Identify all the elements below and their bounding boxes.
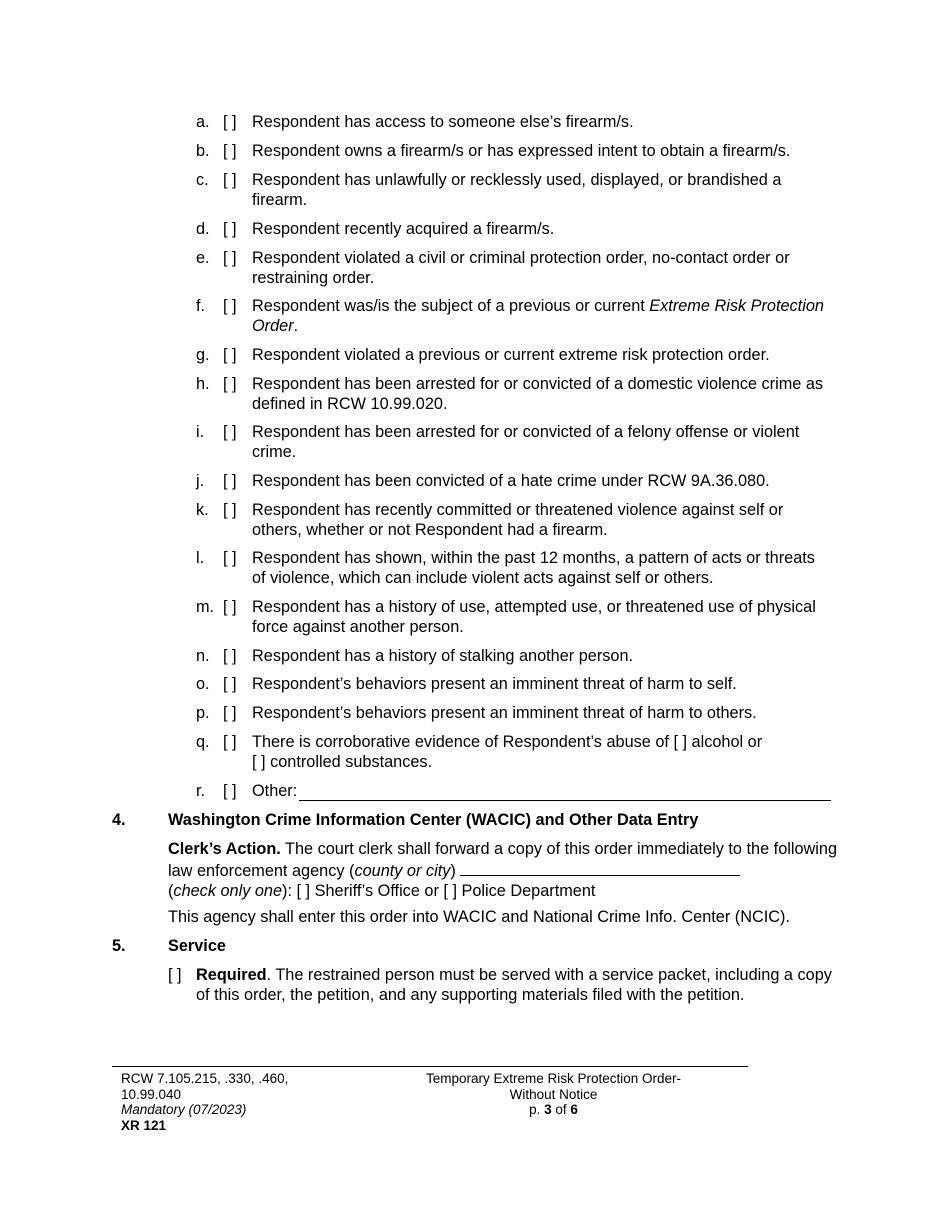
agency-input[interactable] xyxy=(460,859,740,876)
item-letter: b. xyxy=(196,142,210,160)
item-text: Respondent violated a previous or current extreme risk protection order. xyxy=(252,346,770,364)
item-text: Respondent has been convicted of a hate crime under RCW 9A.36.080. xyxy=(252,472,770,490)
checkbox[interactable]: [ ] xyxy=(223,375,237,393)
other-input[interactable] xyxy=(299,781,831,801)
item-text: Respondent has access to someone else’s firearm/s. xyxy=(252,113,634,131)
item-letter: h. xyxy=(196,375,210,393)
item-text-line1: There is corroborative evidence of Respondent’s abuse of [ ] alcohol or xyxy=(252,733,763,751)
checkbox[interactable]: [ ] xyxy=(223,549,237,567)
section-title: Service xyxy=(168,937,226,955)
form-title: Temporary Extreme Risk Protection Order- xyxy=(425,1071,682,1086)
checkbox[interactable]: [ ] xyxy=(223,423,237,441)
form-title: Without Notice xyxy=(509,1086,598,1102)
service-text: Required. The restrained person must be served with a service packet, including a copy of this order, the petition, and any supporting materials filed with the petition. xyxy=(196,966,832,1004)
item-text: Respondent’s behaviors present an imminent threat of harm to self. xyxy=(252,675,737,693)
form-id: XR 121 xyxy=(121,1117,167,1133)
checkbox[interactable]: [ ] xyxy=(223,249,237,267)
item-text: Respondent has been arrested for or convicted of a domestic violence crime as defined in RCW 10.99.020. xyxy=(252,375,824,413)
item-text: Respondent has a history of use, attempted use, or threatened use of physical force against another person. xyxy=(252,598,816,636)
section-number: 4. xyxy=(112,811,126,829)
item-text: Respondent has a history of stalking another person. xyxy=(252,647,634,665)
checkbox[interactable]: [ ] xyxy=(223,598,237,616)
agency-paragraph: This agency shall enter this order into WACIC and National Crime Info. Center (NCIC). xyxy=(168,908,790,926)
item-letter: c. xyxy=(196,171,209,189)
item-letter: p. xyxy=(196,704,210,722)
item-letter: n. xyxy=(196,647,210,665)
footer-divider xyxy=(112,1066,748,1067)
item-letter: j. xyxy=(196,472,205,490)
footer-left xyxy=(121,1071,288,1133)
item-letter: k. xyxy=(196,501,209,519)
item-letter: f. xyxy=(196,297,206,315)
item-letter: r. xyxy=(196,782,206,800)
item-letter: q. xyxy=(196,733,210,751)
item-text: Respondent has unlawfully or recklessly used, displayed, or brandished a firearm. xyxy=(252,171,782,209)
checkbox[interactable]: [ ] xyxy=(223,647,237,665)
item-letter: o. xyxy=(196,675,210,693)
checkbox[interactable]: [ ] xyxy=(223,142,237,160)
clerk-action-label: Clerk’s Action. xyxy=(168,840,281,858)
item-text: Other: xyxy=(252,782,298,800)
item-letter: l. xyxy=(196,549,205,567)
clerk-action-paragraph: Clerk’s Action. The court clerk shall forward a copy of this order immediately to the following law enforcement agency (county or city) (check only one): [ ] Sheriff’s Office or [ ] Police Department xyxy=(168,840,838,900)
rcw-line: RCW 7.105.215, .330, .460, xyxy=(121,1071,289,1086)
item-text: Respondent owns a firearm/s or has expressed intent to obtain a firearm/s. xyxy=(252,142,791,160)
item-letter: a. xyxy=(196,113,210,131)
item-text: Respondent violated a civil or criminal protection order, no-contact order or restraining order. xyxy=(252,249,790,287)
section-title: Washington Crime Information Center (WACIC) and Other Data Entry xyxy=(168,811,699,829)
item-text: Respondent has been arrested for or convicted of a felony offense or violent crime. xyxy=(252,423,800,461)
item-text: Respondent has recently committed or threatened violence against self or others, whether or not Respondent had a firearm. xyxy=(252,501,784,539)
item-text: Respondent’s behaviors present an imminent threat of harm to others. xyxy=(252,704,757,722)
item-letter: e. xyxy=(196,249,210,267)
page-number: p. 3 of 6 xyxy=(529,1102,578,1117)
rcw-line: 10.99.040 xyxy=(121,1086,182,1102)
checkbox[interactable]: [ ] xyxy=(223,782,237,800)
item-letter: m. xyxy=(196,598,215,616)
mandatory-date: Mandatory (07/2023) xyxy=(121,1102,247,1117)
checkbox[interactable]: [ ] xyxy=(223,297,237,315)
checkbox[interactable]: [ ] xyxy=(223,346,237,364)
checkbox[interactable]: [ ] xyxy=(223,675,237,693)
checkbox[interactable]: [ ] xyxy=(223,733,237,751)
checkbox[interactable]: [ ] xyxy=(223,171,237,189)
checkbox[interactable]: [ ] xyxy=(223,472,237,490)
form-title-italic: Extreme Risk Protection Order xyxy=(252,297,824,335)
item-letter: g. xyxy=(196,346,210,364)
checkbox[interactable]: [ ] xyxy=(168,966,182,984)
section-number: 5. xyxy=(112,937,126,955)
item-letter: d. xyxy=(196,220,210,238)
checkbox[interactable]: [ ] xyxy=(223,704,237,722)
item-text: Respondent was/is the subject of a previous or current Extreme Risk Protection Order. xyxy=(252,297,824,335)
item-text xyxy=(252,732,832,772)
item-letter: i. xyxy=(196,423,205,441)
item-text: Respondent has shown, within the past 12 months, a pattern of acts or threats of violence, which can include violent acts against self or others. xyxy=(252,549,815,587)
check-only-one-options[interactable]: ): [ ] Sheriff’s Office or [ ] Police Department xyxy=(282,882,596,900)
item-text-line2: [ ] controlled substances. xyxy=(252,753,433,771)
checkbox[interactable]: [ ] xyxy=(223,220,237,238)
checkbox[interactable]: [ ] xyxy=(223,501,237,519)
footer-center xyxy=(400,1071,707,1118)
checkbox[interactable]: [ ] xyxy=(223,113,237,131)
item-text: Respondent recently acquired a firearm/s. xyxy=(252,220,555,238)
